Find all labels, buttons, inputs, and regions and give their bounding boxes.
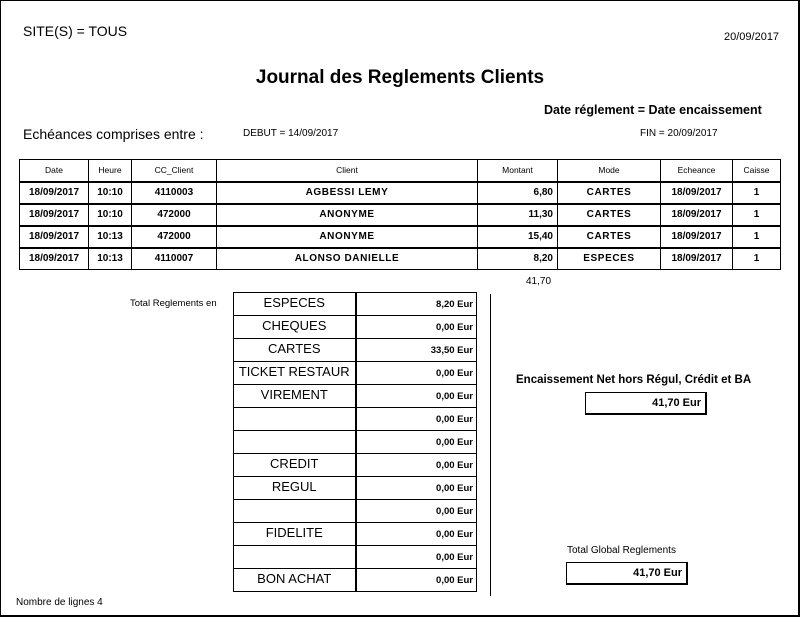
breakdown-amount: 0,00 Eur: [356, 316, 477, 339]
payments-table: [19, 159, 781, 270]
cell-mode: ESPECES: [558, 248, 661, 270]
cell-cc-client: 4110007: [132, 248, 217, 270]
vertical-divider: [490, 294, 491, 596]
cell-client: ALONSO DANIELLE: [217, 248, 478, 270]
cell-montant: 6,80: [478, 182, 558, 204]
col-caisse: Caisse: [733, 160, 781, 182]
breakdown-mode: ESPECES: [234, 293, 356, 316]
cell-date: 18/09/2017: [20, 226, 89, 248]
breakdown-amount: 0,00 Eur: [356, 546, 477, 569]
cell-heure: 10:13: [89, 248, 132, 270]
breakdown-row: [234, 523, 477, 546]
breakdown-amount: 0,00 Eur: [356, 385, 477, 408]
breakdown-mode: TICKET RESTAUR: [234, 362, 356, 385]
col-montant: Montant: [478, 160, 558, 182]
table-row: [20, 204, 781, 226]
table-row: [20, 182, 781, 204]
cell-client: ANONYME: [217, 226, 478, 248]
cell-echeance: 18/09/2017: [661, 248, 733, 270]
table-header-row: [20, 160, 781, 182]
net-collection-value: 41,70 Eur: [585, 392, 707, 415]
payments-breakdown-label: Total Reglements en: [130, 298, 217, 309]
cell-echeance: 18/09/2017: [661, 182, 733, 204]
cell-date: 18/09/2017: [20, 204, 89, 226]
breakdown-row: [234, 385, 477, 408]
col-client: Client: [217, 160, 478, 182]
site-filter: SITE(S) = TOUS: [23, 23, 128, 39]
breakdown-row: [234, 500, 477, 523]
breakdown-amount: 0,00 Eur: [356, 477, 477, 500]
cell-caisse: 1: [733, 226, 781, 248]
net-collection-label: Encaissement Net hors Régul, Crédit et BA: [516, 374, 752, 386]
cell-cc-client: 4110003: [132, 182, 217, 204]
start-date: DEBUT = 14/09/2017: [243, 128, 339, 139]
amount-total: 41,70: [526, 276, 552, 287]
breakdown-amount: 33,50 Eur: [356, 339, 477, 362]
table-row: [20, 248, 781, 270]
breakdown-mode: VIREMENT: [234, 385, 356, 408]
breakdown-amount: 8,20 Eur: [356, 293, 477, 316]
global-total-label: Total Global Reglements: [567, 545, 676, 556]
cell-heure: 10:10: [89, 182, 132, 204]
cell-mode: CARTES: [558, 182, 661, 204]
cell-cc-client: 472000: [132, 204, 217, 226]
breakdown-mode: [234, 431, 356, 454]
table-row: [20, 226, 781, 248]
cell-montant: 11,30: [478, 204, 558, 226]
cell-client: ANONYME: [217, 204, 478, 226]
report-subtitle: Date réglement = Date encaissement: [544, 103, 762, 117]
echeances-label: Echéances comprises entre :: [23, 126, 204, 142]
cell-date: 18/09/2017: [20, 182, 89, 204]
line-count: Nombre de lignes 4: [16, 597, 103, 608]
cell-cc-client: 472000: [132, 226, 217, 248]
global-total-value: 41,70 Eur: [566, 562, 688, 585]
payments-breakdown: [233, 292, 477, 592]
breakdown-row: [234, 569, 477, 592]
report-title: Journal des Reglements Clients: [255, 67, 545, 88]
col-echeance: Echeance: [661, 160, 733, 182]
end-date: FIN = 20/09/2017: [640, 128, 718, 139]
breakdown-mode: CHEQUES: [234, 316, 356, 339]
breakdown-row: [234, 293, 477, 316]
cell-montant: 15,40: [478, 226, 558, 248]
breakdown-amount: 0,00 Eur: [356, 569, 477, 592]
breakdown-mode: [234, 546, 356, 569]
cell-heure: 10:13: [89, 226, 132, 248]
col-heure: Heure: [89, 160, 132, 182]
col-date: Date: [20, 160, 89, 182]
cell-caisse: 1: [733, 204, 781, 226]
breakdown-mode: FIDELITE: [234, 523, 356, 546]
cell-echeance: 18/09/2017: [661, 226, 733, 248]
print-date: 20/09/2017: [724, 31, 780, 43]
breakdown-row: [234, 316, 477, 339]
cell-echeance: 18/09/2017: [661, 204, 733, 226]
cell-client: AGBESSI LEMY: [217, 182, 478, 204]
breakdown-row: [234, 477, 477, 500]
breakdown-mode: [234, 500, 356, 523]
cell-mode: CARTES: [558, 204, 661, 226]
breakdown-row: [234, 408, 477, 431]
breakdown-mode: CREDIT: [234, 454, 356, 477]
breakdown-row: [234, 454, 477, 477]
breakdown-mode: CARTES: [234, 339, 356, 362]
breakdown-row: [234, 431, 477, 454]
breakdown-amount: 0,00 Eur: [356, 408, 477, 431]
cell-caisse: 1: [733, 248, 781, 270]
cell-montant: 8,20: [478, 248, 558, 270]
breakdown-row: [234, 362, 477, 385]
breakdown-amount: 0,00 Eur: [356, 523, 477, 546]
breakdown-row: [234, 546, 477, 569]
breakdown-amount: 0,00 Eur: [356, 362, 477, 385]
cell-mode: CARTES: [558, 226, 661, 248]
breakdown-amount: 0,00 Eur: [356, 431, 477, 454]
cell-caisse: 1: [733, 182, 781, 204]
breakdown-mode: BON ACHAT: [234, 569, 356, 592]
breakdown-mode: [234, 408, 356, 431]
breakdown-mode: REGUL: [234, 477, 356, 500]
cell-heure: 10:10: [89, 204, 132, 226]
col-mode: Mode: [558, 160, 661, 182]
breakdown-amount: 0,00 Eur: [356, 500, 477, 523]
breakdown-row: [234, 339, 477, 362]
cell-date: 18/09/2017: [20, 248, 89, 270]
col-cc-client: CC_Client: [132, 160, 217, 182]
breakdown-amount: 0,00 Eur: [356, 454, 477, 477]
